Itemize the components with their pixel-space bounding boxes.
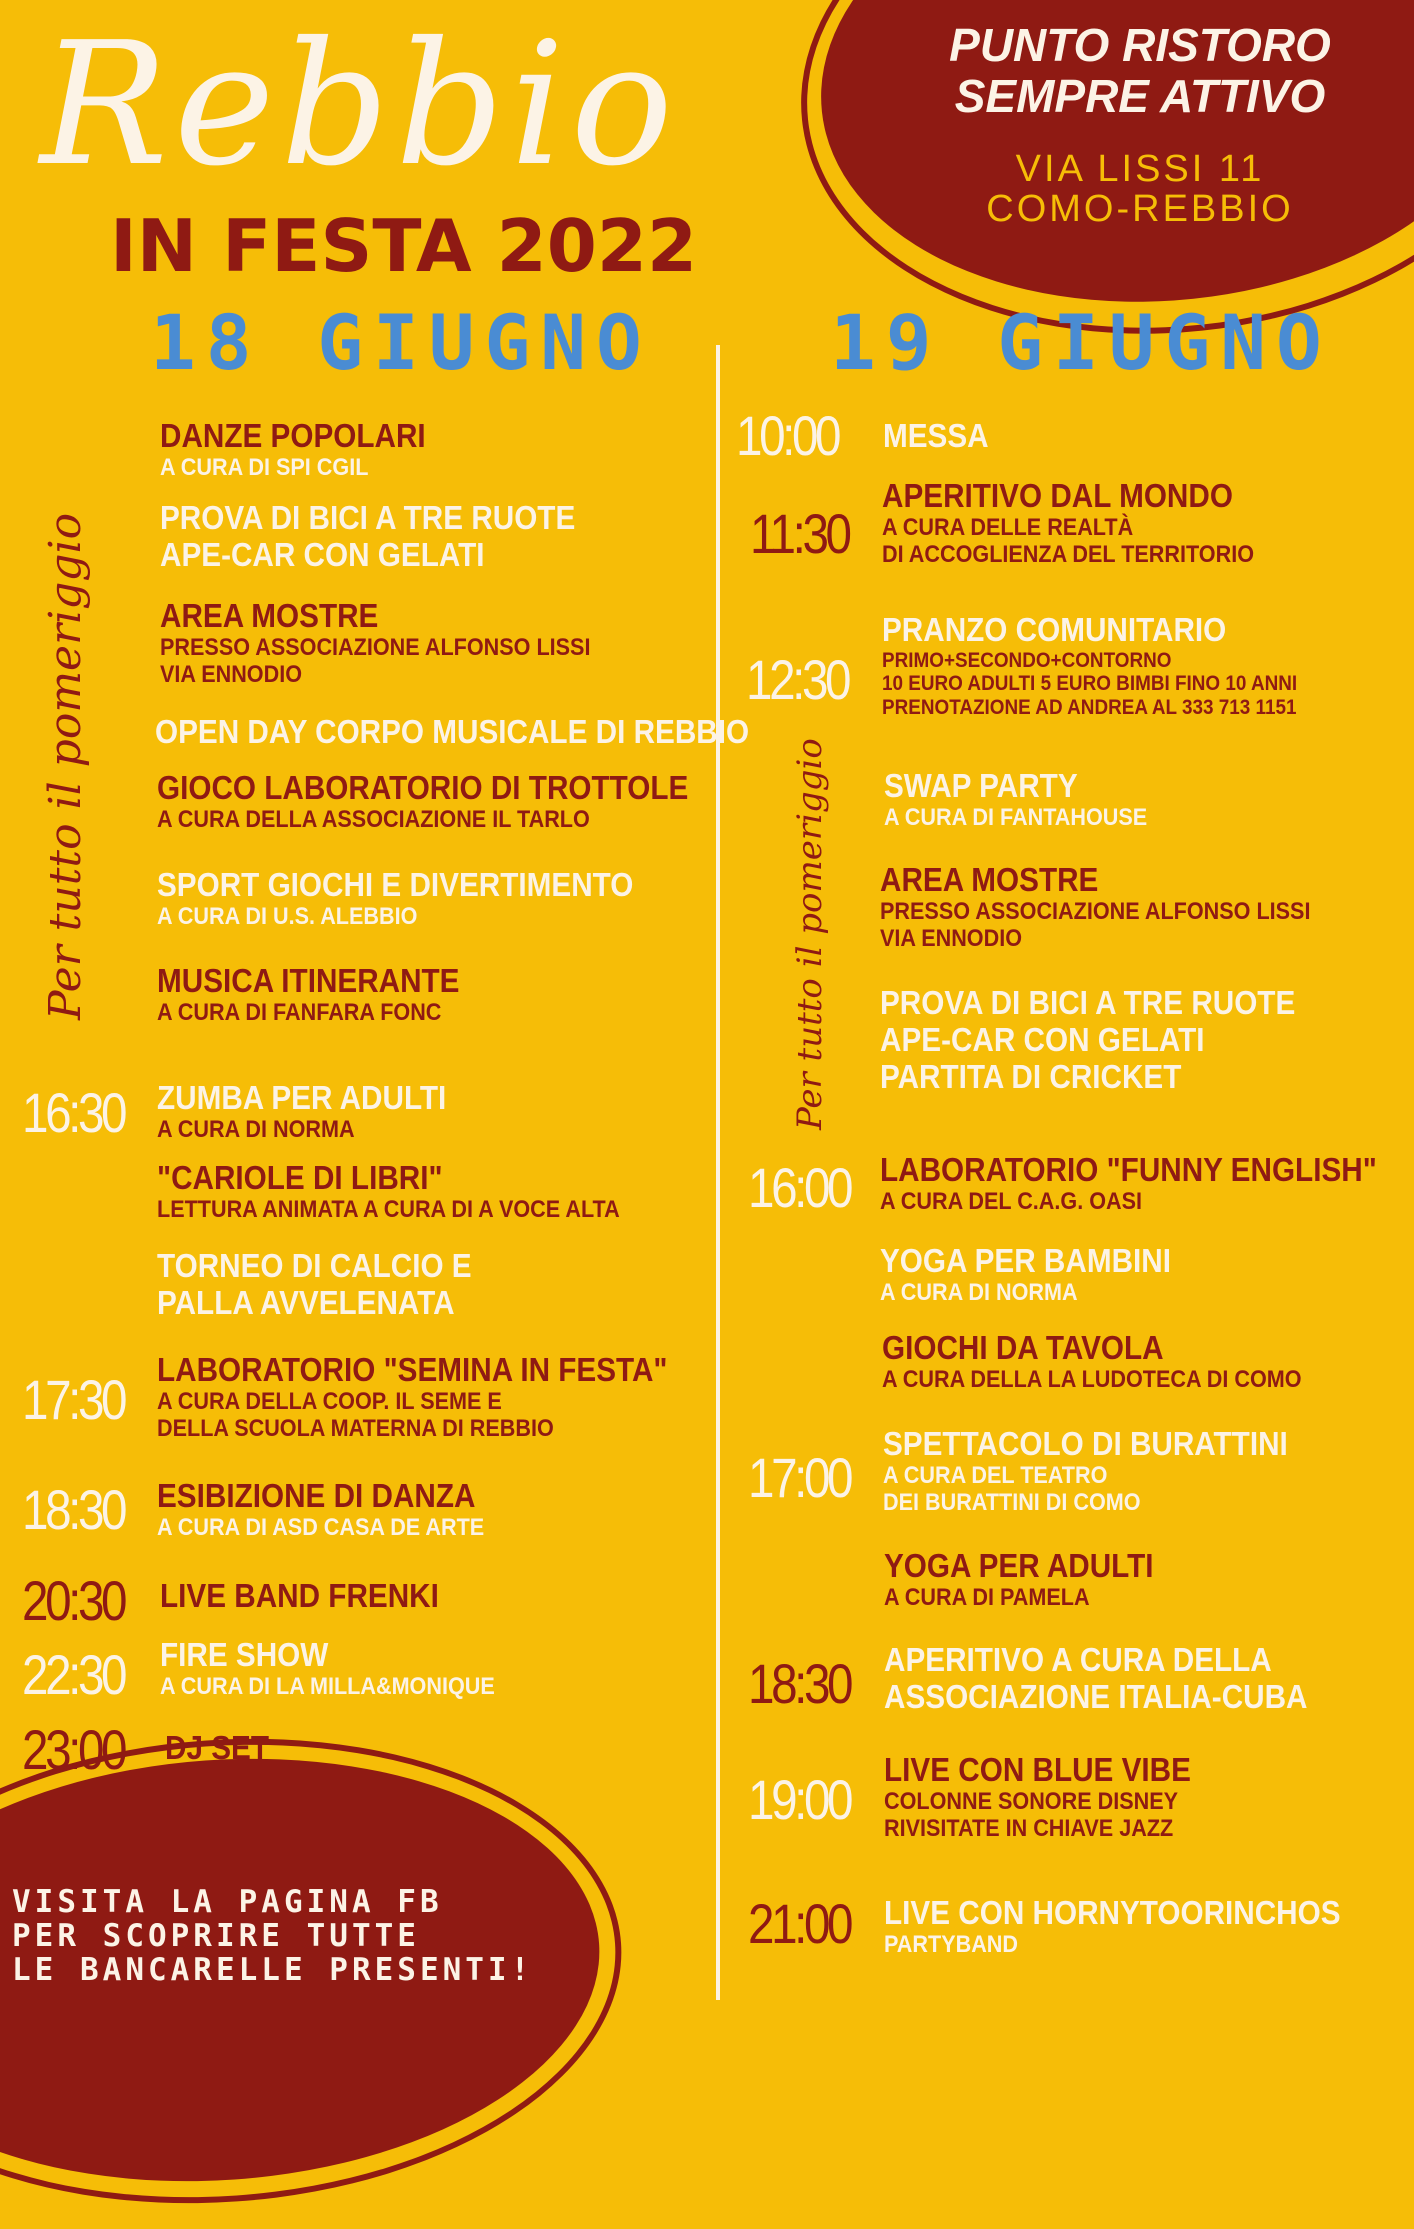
event-day1-5: [157, 867, 686, 931]
time-label: 18:30: [22, 1478, 125, 1541]
event-sub: VIA ENNODIO: [880, 924, 1023, 952]
event-day2-10: [884, 1548, 1183, 1612]
event-day1-13: [160, 1637, 532, 1701]
time-label: 21:00: [748, 1892, 851, 1955]
time-label: 20:30: [22, 1569, 125, 1632]
ristoro-line1: PUNTO RISTORO: [949, 19, 1331, 71]
event-sub: A CURA DELLE REALTÀ: [882, 513, 1134, 541]
event-day1-2: [160, 598, 638, 689]
event-title: "CARIOLE DI LIBRI": [157, 1159, 443, 1196]
time-label: 11:30: [750, 502, 849, 565]
day1-side-label: Per tutto il pomeriggio: [40, 512, 91, 1020]
event-sub: A CURA DELLA ASSOCIAZIONE IL TARLO: [157, 805, 590, 833]
event-sub: 10 EURO ADULTI 5 EURO BIMBI FINO 10 ANNI: [882, 672, 1298, 696]
event-sub: A CURA DI SPI CGIL: [160, 453, 369, 481]
event-title: PALLA AVVELENATA: [157, 1283, 455, 1321]
event-title: LIVE CON BLUE VIBE: [884, 1751, 1191, 1788]
event-day2-1: [882, 478, 1295, 569]
event-title: PROVA DI BICI A TRE RUOTE: [160, 499, 576, 536]
title-script: Rebbio: [40, 6, 679, 204]
event-title: TORNEO DI CALCIO E: [157, 1247, 472, 1284]
event-sub: A CURA DI FANFARA FONC: [157, 998, 442, 1026]
event-day2-0: [883, 418, 1000, 455]
event-sub: A CURA DI U.S. ALEBBIO: [157, 902, 418, 930]
event-day1-11: [157, 1478, 521, 1542]
event-title: FIRE SHOW: [160, 1636, 329, 1673]
event-title: APERITIVO DAL MONDO: [882, 477, 1233, 514]
event-title: AREA MOSTRE: [880, 861, 1099, 898]
event-title: APERITIVO A CURA DELLA: [884, 1641, 1272, 1678]
event-day2-6: [880, 1152, 1414, 1216]
time-label: 16:30: [22, 1081, 125, 1144]
event-title: AREA MOSTRE: [160, 597, 379, 634]
event-title: APE-CAR CON GELATI: [160, 535, 485, 573]
event-day1-10: [157, 1352, 724, 1443]
time-label: 23:00: [22, 1718, 125, 1781]
event-sub: A CURA DI PAMELA: [884, 1583, 1090, 1611]
event-day1-8: [157, 1160, 671, 1224]
event-sub: A CURA DELLA COOP. IL SEME E: [157, 1387, 502, 1415]
event-title: DANZE POPOLARI: [160, 417, 426, 454]
day1-heading: 18 GIUGNO: [150, 298, 652, 387]
event-title: OPEN DAY CORPO MUSICALE DI REBBIO: [155, 713, 750, 750]
day2-heading: 19 GIUGNO: [830, 298, 1332, 387]
time-label: 17:00: [748, 1446, 851, 1509]
ristoro-addr1: VIA LISSI 11: [1015, 148, 1265, 190]
time-label: 10:00: [736, 404, 839, 467]
event-day2-9: [883, 1426, 1333, 1517]
event-day2-7: [880, 1243, 1203, 1307]
event-title: YOGA PER BAMBINI: [880, 1242, 1171, 1279]
footer-line1: VISITA LA PAGINA FB: [12, 1884, 443, 1920]
event-day2-13: [884, 1895, 1391, 1959]
event-sub: PARTYBAND: [884, 1930, 1019, 1958]
event-day1-1: [160, 500, 621, 574]
event-sub: COLONNE SONORE DISNEY: [884, 1787, 1179, 1815]
event-day2-8: [882, 1330, 1348, 1394]
event-title: PROVA DI BICI A TRE RUOTE: [880, 984, 1296, 1021]
event-day1-9: [157, 1248, 507, 1322]
event-day1-6: [157, 963, 493, 1027]
event-title: SPETTACOLO DI BURATTINI: [883, 1425, 1288, 1462]
event-sub: A CURA DEL C.A.G. OASI: [880, 1187, 1143, 1215]
event-day2-11: [884, 1642, 1355, 1716]
event-title: GIOCO LABORATORIO DI TROTTOLE: [157, 769, 689, 806]
event-day2-3: [884, 768, 1176, 832]
event-day2-5: [880, 985, 1341, 1096]
time-label: 22:30: [22, 1643, 125, 1706]
title-subtitle: IN FESTA 2022: [110, 204, 698, 288]
event-title: ASSOCIAZIONE ITALIA-CUBA: [884, 1677, 1308, 1715]
time-label: 17:30: [22, 1368, 125, 1431]
event-title: ESIBIZIONE DI DANZA: [157, 1477, 476, 1514]
event-title: GIOCHI DA TAVOLA: [882, 1329, 1164, 1366]
event-sub: A CURA DELLA LA LUDOTECA DI COMO: [882, 1365, 1302, 1393]
event-sub: RIVISITATE IN CHIAVE JAZZ: [884, 1814, 1174, 1842]
event-day1-7: [157, 1080, 478, 1144]
event-sub: PRENOTAZIONE AD ANDREA AL 333 713 1151: [882, 695, 1297, 719]
event-title: LIVE BAND FRENKI: [160, 1577, 439, 1614]
time-label: 19:00: [748, 1768, 851, 1831]
day2-side-label: Per tutto il pomeriggio: [790, 738, 830, 1130]
event-title: SPORT GIOCHI E DIVERTIMENTO: [157, 866, 634, 903]
event-sub: PRIMO+SECONDO+CONTORNO: [882, 648, 1172, 672]
event-day1-3: [155, 714, 815, 751]
event-sub: PRESSO ASSOCIAZIONE ALFONSO LISSI: [160, 633, 591, 661]
event-sub: A CURA DI NORMA: [880, 1278, 1078, 1306]
event-title: LABORATORIO "SEMINA IN FESTA": [157, 1351, 668, 1388]
event-day1-12: [160, 1578, 470, 1615]
event-sub: A CURA DI FANTAHOUSE: [884, 803, 1148, 831]
event-title: YOGA PER ADULTI: [884, 1547, 1154, 1584]
event-title: PRANZO COMUNITARIO: [882, 611, 1227, 648]
event-title: PARTITA DI CRICKET: [880, 1057, 1182, 1095]
event-day2-2: [882, 612, 1343, 720]
ristoro-block: [900, 20, 1380, 121]
event-day1-4: [157, 770, 747, 834]
event-sub: DEI BURATTINI DI COMO: [883, 1488, 1141, 1516]
event-sub: LETTURA ANIMATA A CURA DI A VOCE ALTA: [157, 1195, 620, 1223]
event-sub: PRESSO ASSOCIAZIONE ALFONSO LISSI: [880, 897, 1311, 925]
event-title: DJ SET: [165, 1729, 269, 1766]
event-sub: A CURA DEL TEATRO: [883, 1461, 1108, 1489]
footer-line3: LE BANCARELLE PRESENTI!: [12, 1952, 534, 1989]
event-day1-0: [160, 418, 455, 482]
event-sub: A CURA DI ASD CASA DE ARTE: [157, 1513, 485, 1541]
footer-note: [12, 1885, 533, 1987]
event-title: LABORATORIO "FUNNY ENGLISH": [880, 1151, 1377, 1188]
event-day2-12: [884, 1752, 1225, 1843]
ristoro-address: [900, 150, 1380, 230]
event-title: LIVE CON HORNYTOORINCHOS: [884, 1894, 1341, 1931]
event-sub: VIA ENNODIO: [160, 660, 303, 688]
ristoro-addr2: COMO-REBBIO: [986, 187, 1294, 230]
event-sub: A CURA DI LA MILLA&MONIQUE: [160, 1672, 495, 1700]
footer-line2: PER SCOPRIRE TUTTE: [12, 1918, 420, 1955]
event-day1-14: [165, 1730, 281, 1767]
event-title: MUSICA ITINERANTE: [157, 962, 460, 999]
event-title: MESSA: [883, 417, 989, 454]
event-sub: A CURA DI NORMA: [157, 1115, 355, 1143]
column-divider: [716, 345, 720, 2000]
event-day2-4: [880, 862, 1358, 953]
time-label: 18:30: [748, 1652, 851, 1715]
event-title: ZUMBA PER ADULTI: [157, 1079, 447, 1116]
event-title: SWAP PARTY: [884, 767, 1078, 804]
time-label: 12:30: [746, 648, 849, 711]
time-label: 16:00: [748, 1156, 851, 1219]
event-title: APE-CAR CON GELATI: [880, 1020, 1205, 1058]
event-sub: DI ACCOGLIENZA DEL TERRITORIO: [882, 540, 1255, 568]
ristoro-line2: SEMPRE ATTIVO: [954, 69, 1326, 122]
event-sub: DELLA SCUOLA MATERNA DI REBBIO: [157, 1414, 554, 1442]
